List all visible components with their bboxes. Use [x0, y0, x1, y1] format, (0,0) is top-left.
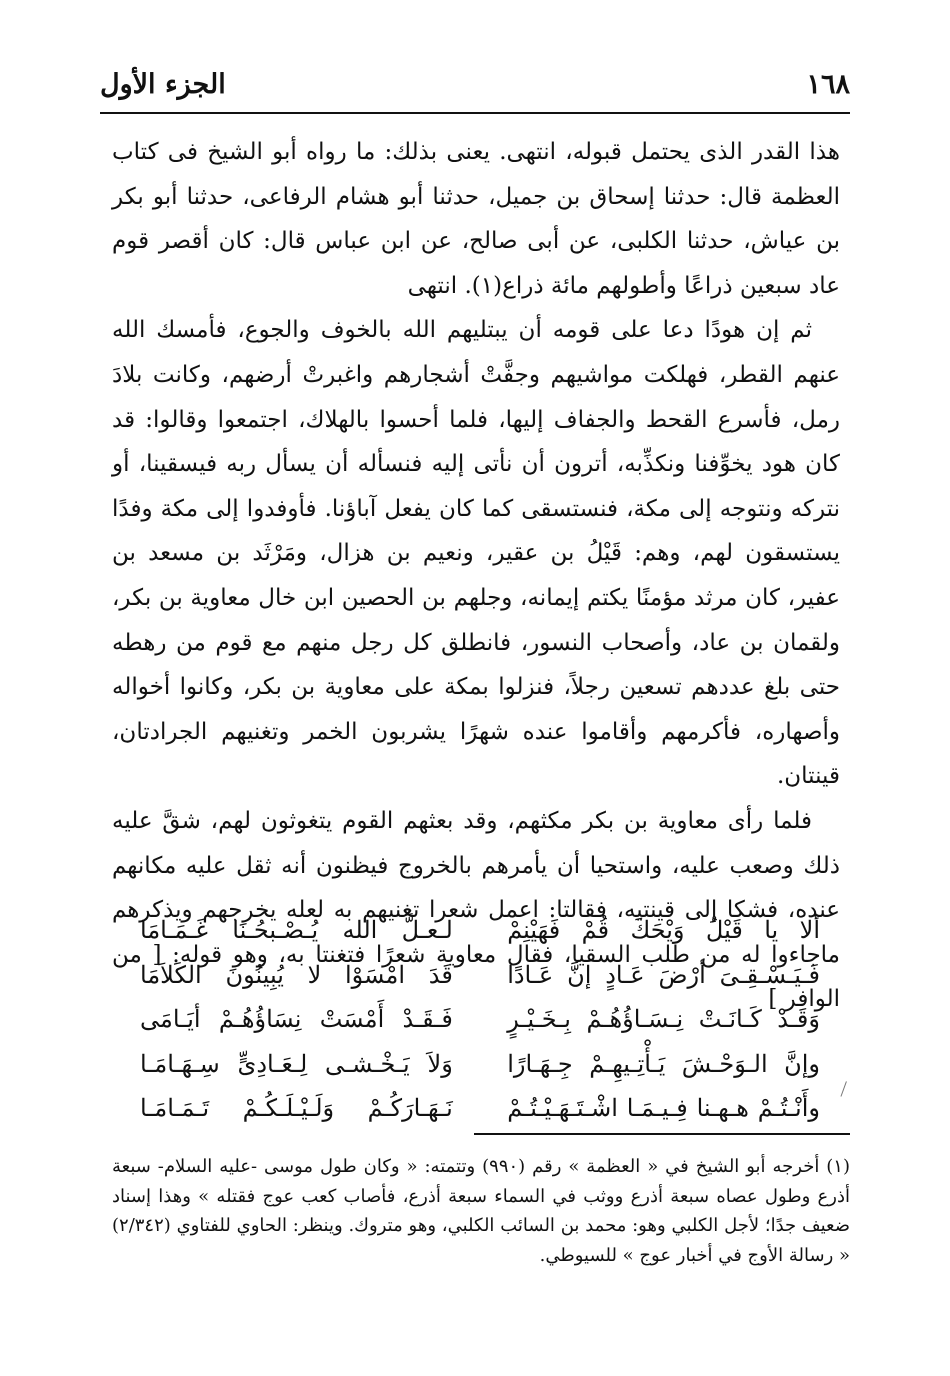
verse-first-hemistich: وَقَـدْ كَـانَـتْ نِـسَـاؤُهُـمْ بِـخَـيْـرٍ: [507, 1005, 820, 1033]
poem-verse: [140, 997, 820, 1042]
verse-first-hemistich: وأَنْـتُـمْ هـهـنا فِـيـمَـا اشْـتَـهَـيْـتُـمْ: [507, 1094, 820, 1122]
verse-first-hemistich: فَـيَـسْـقِـىَ أرْضَ عَـادٍ إنَّ عَـادًا: [507, 960, 820, 989]
footnote-text: (١) أخرجه أبو الشيخ في « العظمة » رقم (٩٩٠) وتتمته: « وكان طول موسى -عليه السلام- سبعة أذرع وطول عصاه سبعة أذرع ووثب في السماء سبعة أذرع، فأصاب كعب عوج فقتله » وهذا إسناد ضعيف جدًا؛ لأجل الكلبي وهو: محمد بن السائب الكلبي، وهو متروك. وينظر: الحاوي للفتاوي (٢/٣٤٢) « رسالة الأوج في أخبار عوج » للسيوطي.: [112, 1156, 850, 1266]
main-text: [112, 130, 840, 1022]
poem-verse: [140, 908, 820, 953]
footnote: [112, 1152, 850, 1270]
poem-verse: [140, 1086, 820, 1131]
verse-first-hemistich: وإنَّ الـوَحْـشَ يَـأْتِـيهِـمْ جِـهَـارًا: [507, 1049, 820, 1078]
poem-verse: [140, 1042, 820, 1087]
verse-second-hemistich: قَدَ امْسَوْا لا يُبِينُونَ الكَلاَمَا: [140, 960, 453, 989]
verse-second-hemistich: وَلاَ يَـخْـشـى لِـعَـادِىٍّ سِـهَـامَـا: [140, 1049, 453, 1078]
verse-second-hemistich: فَـقَـدْ أَمْسَتْ نِسَاؤُهُـمْ أيَـامَى: [140, 1005, 453, 1033]
verse-first-hemistich: ألا يا قَيْلُ وَيْحَكَ قُمْ فَهَيْنِمْ: [507, 916, 820, 944]
paragraph: فلما رأى معاوية بن بكر مكثهم، وقد بعثهم القوم يتغوثون لهم، شقَّ عليه ذلك وصعب عليه، واستحيا أن يأمرهم بالخروج فيظنون أنه ثقل عليه مكانهم عنده، فشكا إلى قينتيه، فقالتا: اعمل شعرا تغنيهم به لعله يخرجهم ويذكرهم ماجاءوا له من طلب السقيا، فقال معاوية شعرًا فتغنتا به، وهو قوله: [ من الوافر ]: [112, 807, 841, 1013]
footnote-divider: [474, 1133, 850, 1135]
paragraph: هذا القدر الذى يحتمل قبوله، انتهى. يعنى بذلك: ما رواه أبو الشيخ فى كتاب العظمة قال: حدثنا إسحاق بن جميل، حدثنا أبو هشام الرفاعى، حدثنا أبو بكر بن عياش، حدثنا الكلبى، عن أبى صالح، عن ابن عباس قال: كان أقصر قوم عاد سبعين ذراعًا وأطولهم مائة ذراع(١). انتهى: [112, 139, 841, 299]
header-divider: [100, 112, 850, 114]
poem: [140, 908, 820, 1131]
margin-mark: [840, 1081, 852, 1098]
verse-second-hemistich: نَـهَـارَكُـمْ وَلَـيْـلَـكُـمْ تَـمَـامَـا: [140, 1094, 453, 1122]
poem-verse: [140, 953, 820, 998]
paragraph: ثم إن هودًا دعا على قومه أن يبتليهم الله بالخوف والجوع، فأمسك الله عنهم القطر، فهلكت مواشيهم وجفَّتْ أشجارهم واغبرتْ أرضهم، وكانت بلادَ رمل، فأسرع القحط والجفاف إليها، فلما أحسوا بالهلاك، اجتمعوا وقالوا: قد كان هود يخوِّفنا ونكذِّبه، أترون أن نأتى إليه فنسأله أن يسأل ربه فيسقينا، أو نتركه ونتوجه إلى مكة، فنستسقى كما كان يفعل آباؤنا. فأوفدوا إلى مكة وفدًا يستسقون لهم، وهم: قَيْلُ بن عقير، ونعيم بن هزال، ومَرْثَد بن مسعد بن عفير، كان مرثد مؤمنًا يكتم إيمانه، وجلهم بن الحصين ابن خال معاوية بن بكر، ولقمان بن عاد، وأصحاب النسور، فانطلق كل رجل منهم مع قوم من رهطه حتى بلغ عددهم تسعين رجلاً، فنزلوا بمكة على معاوية بن بكر، وكانوا أخواله وأصهاره، فأكرمهم وأقاموا عنده شهرًا يشربون الخمر وتغنيهم الجرادتان، قينتان.: [112, 317, 841, 790]
page-number: ١٦٨: [806, 68, 850, 100]
page-header: [100, 58, 850, 110]
verse-second-hemistich: لـعـلَّ الله يُـصْـبحُـنَا غَـمَـامَا: [140, 916, 453, 944]
volume-title: الجزء الأول: [100, 68, 226, 100]
